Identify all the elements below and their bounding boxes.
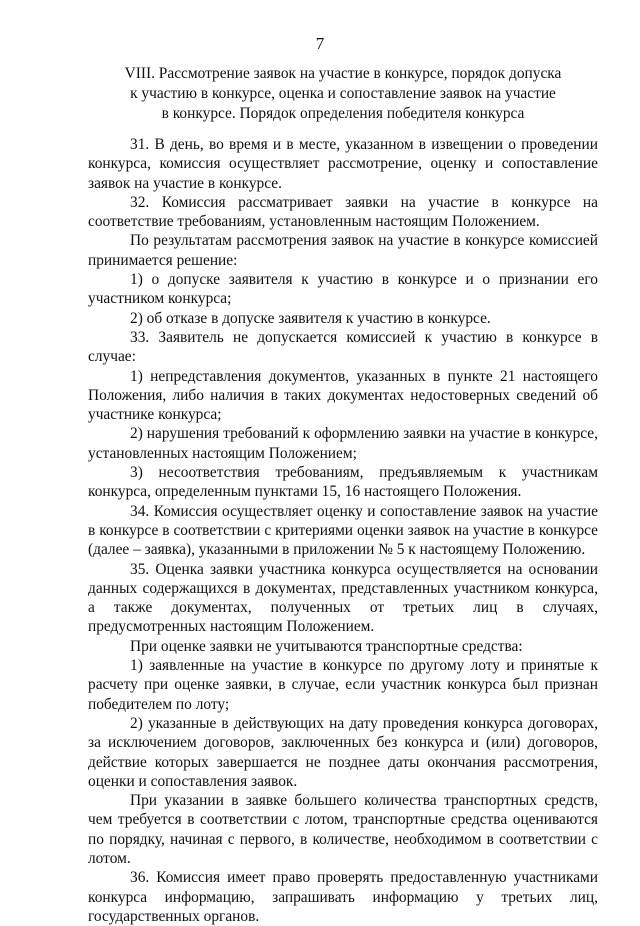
document-body bbox=[88, 135, 598, 926]
paragraph-32: 32. Комиссия рассматривает заявки на участие в конкурсе на соответствие требованиям, установленным настоящим Положением. bbox=[88, 193, 598, 231]
list-item: 1) о допуске заявителя к участию в конкурсе и о признании его участником конкурса; bbox=[88, 271, 598, 308]
list-item: 1) непредставления документов, указанных в пункте 21 настоящего Положения, либо наличия в таких документах недостоверных сведений об участнике конкурса; bbox=[88, 367, 598, 424]
paragraph-vehicles-intro: При оценке заявки не учитываются транспортные средства: bbox=[130, 637, 523, 655]
section-heading-line: в конкурсе. Порядок определения победителя конкурса bbox=[161, 105, 525, 122]
list-item: 1) заявленные на участие в конкурсе по другому лоту и принятые к расчету при оценке заявки, в случае, если участник конкурса был признан победителем по лоту; bbox=[88, 657, 598, 713]
section-heading-line: VIII. Рассмотрение заявок на участие в конкурсе, порядок допуска bbox=[124, 65, 562, 82]
paragraph-35: 35. Оценка заявки участника конкурса осуществляется на основании данных содержащихся в документах, представленных участником конкурса, а также документах, полученных от третьих лиц в случаях, предусмотренных настоящим Положением. bbox=[88, 560, 598, 636]
list-item: 2) об отказе в допуске заявителя к участию в конкурсе. bbox=[130, 309, 491, 327]
list-item: 3) несоответствия требованиям, предъявляемым к участникам конкурса, определенным пунктами 15, 16 настоящего Положения. bbox=[88, 464, 598, 501]
paragraph-vehicle-count: При указании в заявке большего количества транспортных средств, чем требуется в соответствии с лотом, транспортные средства оцениваются по порядку, начиная с первого, в количестве, необходимом в соответствии с лотом. bbox=[88, 792, 598, 867]
paragraph-decision-intro: По результатам рассмотрения заявок на участие в конкурсе комиссией принимается решение: bbox=[88, 232, 598, 269]
paragraph-34: 34. Комиссия осуществляет оценку и сопоставление заявок на участие в конкурсе в соответствии с критериями оценки заявок на участие в конкурсе (далее – заявка), указанными в приложении № 5 к настоящему Положению. bbox=[88, 502, 598, 559]
paragraph-33: 33. Заявитель не допускается комиссией к участию в конкурсе в случае: bbox=[88, 328, 598, 366]
section-heading bbox=[88, 64, 598, 124]
page-number: 7 bbox=[315, 34, 325, 53]
paragraph-31: 31. В день, во время и в месте, указанном в извещении о проведении конкурса, комиссия осуществляет рассмотрение, оценку и сопоставление заявок на участие в конкурсе. bbox=[88, 136, 598, 192]
list-item: 2) нарушения требований к оформлению заявки на участие в конкурсе, установленных настоящим Положением; bbox=[88, 425, 598, 462]
list-item: 2) указанные в действующих на дату проведения конкурса договорах, за исключением договоров, заключенных без конкурса и (или) договоров, действие которых завершается не позднее даты окончания рассмотрения, оценки и сопоставления заявок. bbox=[88, 714, 598, 790]
paragraph-36: 36. Комиссия имеет право проверять предоставленную участниками конкурса информацию, запрашивать информацию у третьих лиц, государственных органов. bbox=[88, 869, 598, 925]
section-heading-line: к участию в конкурсе, оценка и сопоставление заявок на участие bbox=[130, 85, 556, 102]
